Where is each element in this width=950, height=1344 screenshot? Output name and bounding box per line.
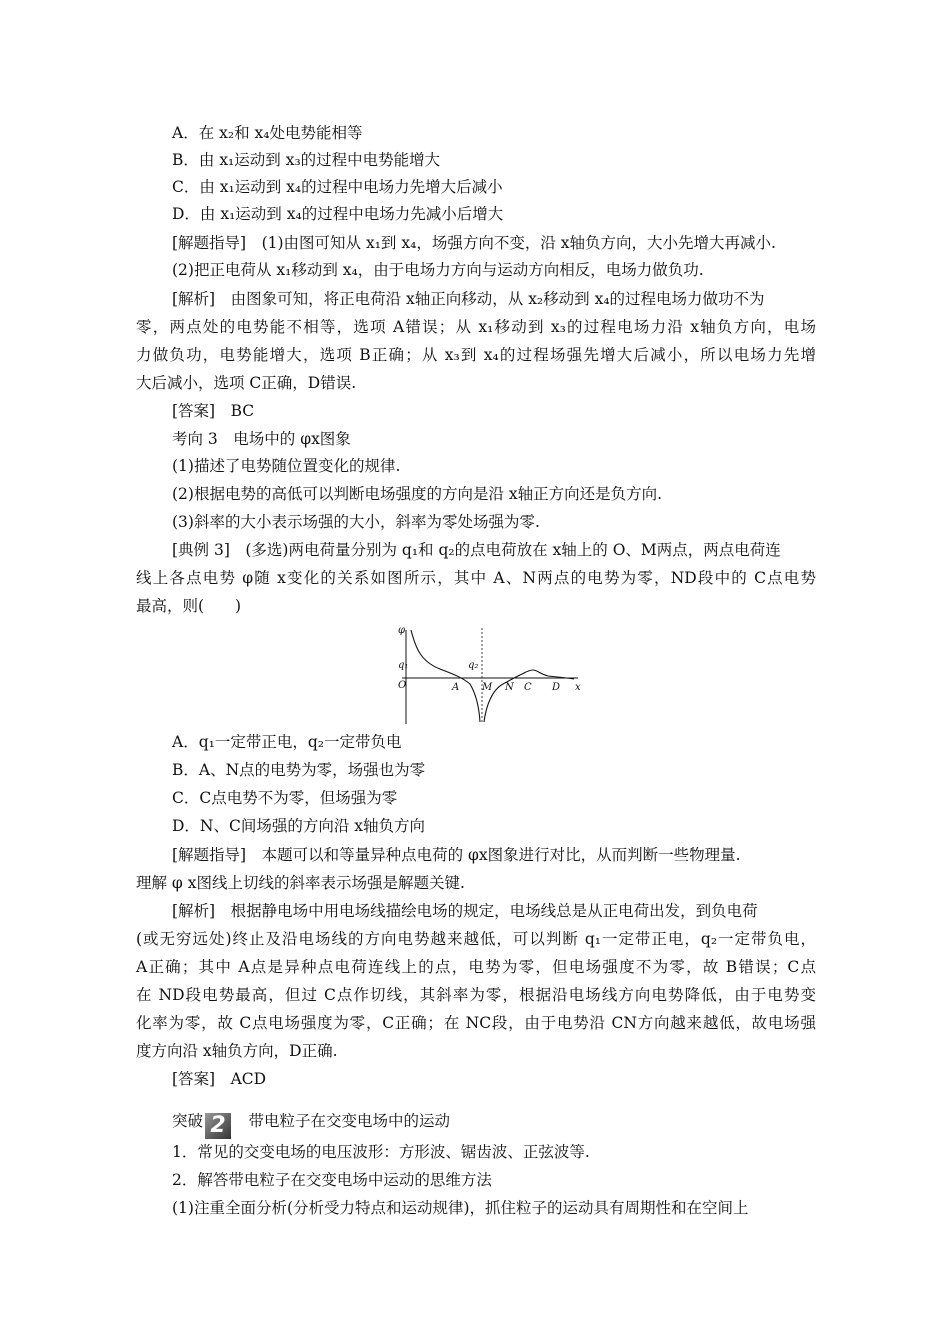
solution-guide-line-2: (2)把正电荷从 x₁移动到 x₄，由于电场力方向与运动方向相反，电场力做负功. — [172, 261, 704, 279]
origin-label: O — [398, 680, 407, 691]
section-prefix: 突破 — [172, 1112, 204, 1130]
analysis-2-line-6: 度方向沿 x轴负方向，D正确. — [136, 1042, 338, 1060]
analysis-2-line-2: (或无穷远处)终止及沿电场线的方向电势越来越低，可以判断 q₁一定带正电，q₂一定带负电， — [136, 930, 816, 948]
option-b: B．由 x₁运动到 x₃的过程中电势能增大 — [172, 151, 441, 169]
solution-guide-line-1: [解题指导] (1)由图可知从 x₁到 x₄，场强方向不变，沿 x轴负方向，大小先增大再减小. — [172, 234, 776, 252]
guide-2-line-2: 理解 φ x图线上切线的斜率表示场强是解题关键. — [136, 874, 465, 892]
guide-2-line-1: [解题指导] 本题可以和等量异种点电荷的 φx图象进行对比，从而判断一些物理量. — [172, 846, 741, 864]
choice-a: A．q₁一定带正电，q₂一定带负电 — [172, 733, 402, 751]
phi-x-graph — [398, 624, 584, 726]
option-d: D．由 x₁运动到 x₄的过程中电场力先减小后增大 — [172, 205, 504, 223]
phi-label: φ — [398, 625, 406, 636]
answer-1: [答案] BC — [172, 402, 255, 420]
analysis-line-1: [解析] 由图象可知，将正电荷沿 x轴正向移动，从 x₂移动到 x₄的过程电场力做功不为 — [172, 290, 765, 308]
topic-heading: 考向 3 电场中的 φx图象 — [172, 430, 351, 448]
example-line-1: [典例 3] (多选)两电荷量分别为 q₁和 q₂的点电荷放在 x轴上的 O、M两点，两点电荷连 — [172, 541, 781, 559]
analysis-line-2: 零，两点处的电势能不相等，选项 A错误；从 x₁移动到 x₃的过程电场力沿 x轴负方向，电场 — [136, 318, 816, 336]
analysis-2-line-4: 在 ND段电势最高，但过 C点作切线，其斜率为零，根据沿电场线方向电势降低，由于电势变 — [136, 986, 816, 1004]
example-line-3: 最高，则( ) — [136, 597, 242, 615]
topic-point-1: (1)描述了电势随位置变化的规律. — [172, 457, 401, 475]
x-label: x — [575, 682, 581, 693]
option-a: A．在 x₂和 x₄处电势能相等 — [172, 124, 363, 142]
choice-c: C．C点电势不为零，但场强为零 — [172, 789, 398, 807]
analysis-2-line-1: [解析] 根据静电场中用电场线描绘电场的规定，电场线总是从正电荷出发，到负电荷 — [172, 902, 758, 920]
topic-point-2: (2)根据电势的高低可以判断电场强度的方向是沿 x轴正方向还是负方向. — [172, 485, 663, 503]
section-heading — [172, 1111, 450, 1139]
option-c: C．由 x₁运动到 x₄的过程中电场力先增大后减小 — [172, 178, 503, 196]
section-point-1: 1．常见的交变电场的电压波形：方形波、锯齿波、正弦波等. — [172, 1143, 590, 1161]
topic-point-3: (3)斜率的大小表示场强的大小，斜率为零处场强为零. — [172, 513, 540, 531]
potential-curve-left — [411, 630, 480, 722]
answer-2: [答案] ACD — [172, 1070, 267, 1088]
analysis-2-line-5: 化率为零，故 C点电场强度为零，C正确；在 NC段，由于电势沿 CN方向越来越低，故电场强 — [136, 1014, 816, 1032]
section-point-2: 2．解答带电粒子在交变电场中运动的思维方法 — [172, 1171, 492, 1189]
section-title: 带电粒子在交变电场中的运动 — [248, 1112, 451, 1130]
q1-label: q₁ — [398, 660, 409, 671]
analysis-line-4: 大后减小，选项 C正确，D错误. — [136, 374, 357, 392]
analysis-line-3: 力做负功，电势能增大，选项 B正确；从 x₃到 x₄的过程场强先增大后减小，所以电场力先增 — [136, 346, 816, 364]
section-point-3: (1)注重全面分析(分析受力特点和运动规律)，抓住粒子的运动具有周期性和在空间上 — [172, 1199, 749, 1217]
point-n-label: N — [505, 682, 514, 693]
section-number-badge: 2 — [205, 1113, 231, 1139]
point-d-label: D — [552, 682, 561, 693]
choice-d: D．N、C间场强的方向沿 x轴负方向 — [172, 817, 426, 835]
q2-label: q₂ — [468, 660, 479, 671]
point-m-label: M — [482, 682, 493, 693]
choice-b: B．A、N点的电势为零，场强也为零 — [172, 761, 426, 779]
example-line-2: 线上各点电势 φ随 x变化的关系如图所示，其中 A、N两点的电势为零，ND段中的 C点电势 — [136, 569, 816, 587]
point-a-label: A — [452, 682, 460, 693]
analysis-2-line-3: A正确；其中 A点是异种点电荷连线上的点，电势为零，但电场强度不为零，故 B错误；C点 — [136, 958, 816, 976]
point-c-label: C — [524, 682, 532, 693]
